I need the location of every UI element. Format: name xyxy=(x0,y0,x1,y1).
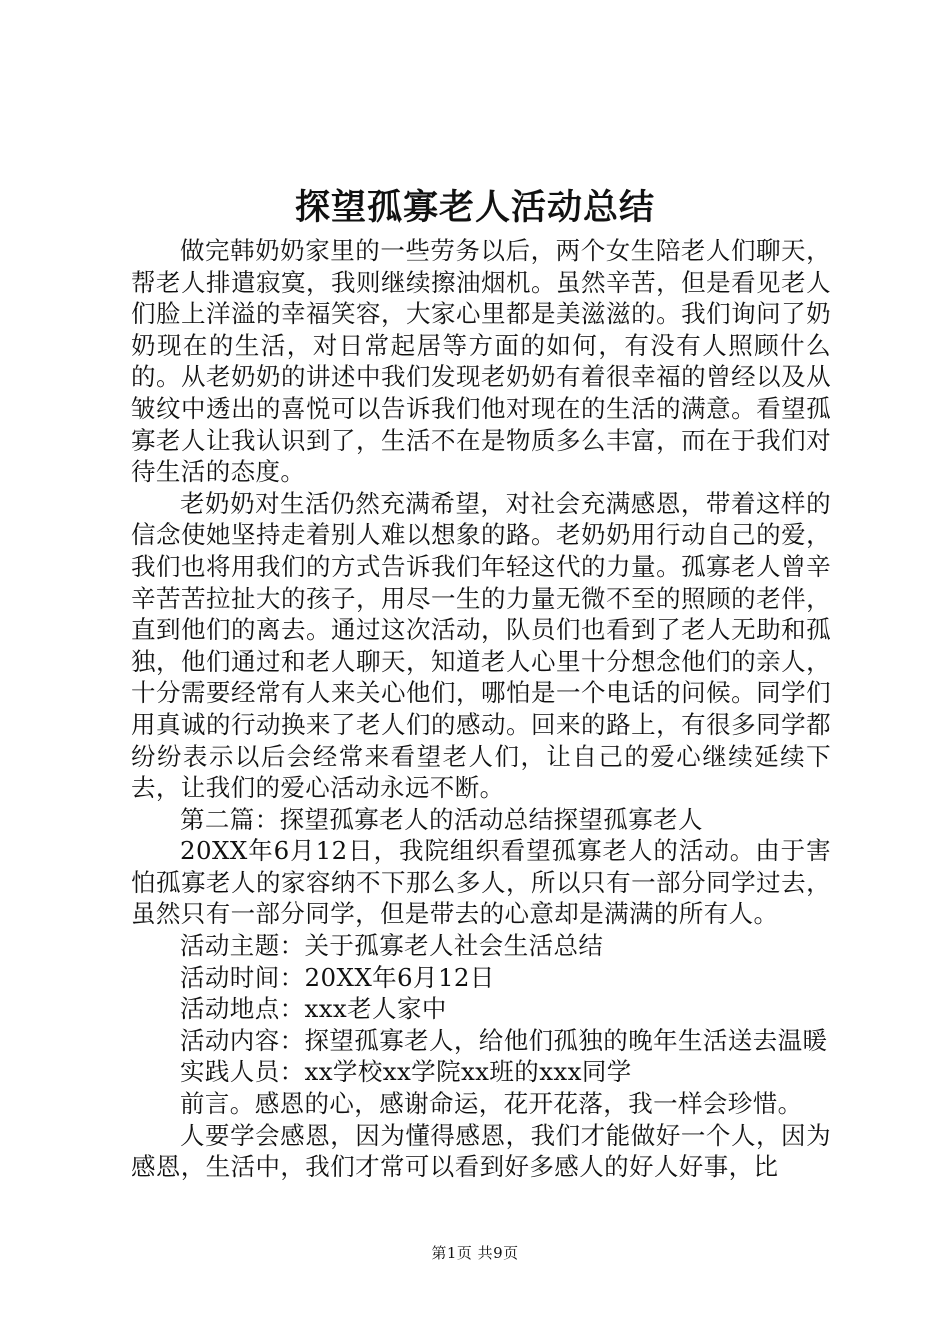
document-title: 探望孤寡老人活动总结 xyxy=(294,187,655,228)
preface-line: 前言。感恩的心，感谢命运，花开花落，我一样会珍惜。 xyxy=(180,1089,803,1119)
activity-theme: 活动主题：关于孤寡老人社会生活总结 xyxy=(180,931,604,961)
page-number: 第1页 共9页 xyxy=(431,1244,519,1262)
intro-paragraph: 20XX年6月12日，我院组织看望孤寡老人的活动。由于害怕孤寡老人的家容纳不下那么多人，所以只有一部分同学过去，虽然只有一部分同学，但是带去的心意却是满满的所有人。 xyxy=(131,836,831,929)
paragraph-1: 做完韩奶奶家里的一些劳务以后，两个女生陪老人们聊天，帮老人排遣寂寞，我则继续擦油烟机。虽然辛苦，但是看见老人们脸上洋溢的幸福笑容，大家心里都是美滋滋的。我们询问了奶奶现在的生活，对日常起居等方面的如何，有没有人照顾什么的。从老奶奶的讲述中我们发现老奶奶有着很幸福的曾经以及从皱纹中透出的喜悦可以告诉我们他对现在的生活的满意。看望孤寡老人让我认识到了，生活不在是物质多么丰富，而在于我们对待生活的态度。 xyxy=(131,236,831,487)
paragraph-2: 老奶奶对生活仍然充满希望，对社会充满感恩，带着这样的信念使她坚持走着别人难以想象的路。老奶奶用行动自己的爱，我们也将用我们的方式告诉我们年轻这代的力量。孤寡老人曾辛辛苦苦拉扯大的孩子，用尽一生的力量无微不至的照顾的老伴，直到他们的离去。通过这次活动，队员们也看到了老人无助和孤独，他们通过和老人聊天，知道老人心里十分想念他们的亲人，十分需要经常有人来关心他们，哪怕是一个电话的问候。同学们用真诚的行动换来了老人们的感动。回来的路上，有很多同学都纷纷表示以后会经常来看望老人们，让自己的爱心继续延续下去，让我们的爱心活动永远不断。 xyxy=(131,488,831,803)
activity-time: 活动时间：20XX年6月12日 xyxy=(180,962,495,992)
section-heading: 第二篇：探望孤寡老人的活动总结探望孤寡老人 xyxy=(180,804,703,834)
closing-paragraph: 人要学会感恩，因为懂得感恩，我们才能做好一个人，因为感恩，生活中，我们才常可以看到好多感人的好人好事，比 xyxy=(131,1120,831,1182)
activity-participants: 实践人员：xx学校xx学院xx班的xxx同学 xyxy=(180,1057,632,1087)
document-body xyxy=(131,235,831,1183)
activity-place: 活动地点：xxx老人家中 xyxy=(180,994,447,1024)
activity-content: 活动内容：探望孤寡老人，给他们孤独的晚年生活送去温暖 xyxy=(180,1025,828,1055)
